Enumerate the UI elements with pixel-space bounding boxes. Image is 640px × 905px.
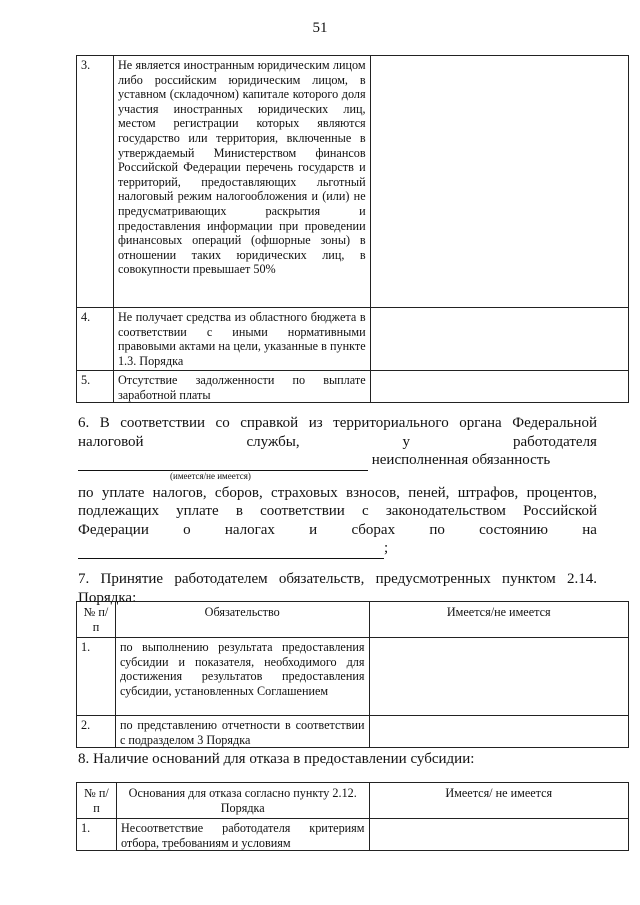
section-6-line-1: 6. В соответствии со справкой из территориального органа Федеральной [78,415,597,431]
obligation-text: по представлению отчетности в соответствии с подразделом 3 Порядка [119,718,365,747]
table-header-row [77,602,629,638]
word: на [582,521,597,538]
row-number-cell [77,819,117,851]
word: работодателя [512,433,597,450]
obligation-cell [115,638,369,716]
word: состоянию [479,521,548,538]
row-number-cell [77,56,114,308]
section-6 [78,414,597,559]
row-number-cell [77,716,116,748]
value-text[interactable] [371,371,628,373]
row-number-cell [77,308,114,371]
criteria-table [76,55,629,403]
header-text: № п/п [83,605,109,634]
header-text: Имеется/ не имеется [445,786,553,800]
row-number: 1. [81,640,91,655]
word: неисполненная обязанность [371,452,551,468]
header-num [77,602,116,638]
section-6-line-4: по уплате налогов, сборов, страховых взносов, пеней, штрафов, процентов, [78,484,597,501]
word: службы, [246,433,300,450]
table-row [77,56,629,308]
section-7-line-1: 7. Принятие работодателем обязательств, предусмотренных пунктом 2.14. [78,571,597,587]
criterion-cell [113,56,370,308]
criterion-text: Не получает средства из областного бюджета в соответствии с иными нормативными правовыми актами на цели, указанные в пункте 1.3. Порядка [117,310,366,368]
section-6-line-5: подлежащих уплате в соответствии с законодательством Российской [78,503,597,519]
row-number: 4. [81,310,91,324]
date-blank-field[interactable] [78,539,384,559]
grounds-cell [116,819,369,851]
word: сборах [351,521,396,538]
table-header-row [77,783,629,819]
value-cell[interactable] [369,638,629,716]
word: налогах [224,521,275,538]
row-number-cell [77,638,116,716]
value-text[interactable] [371,56,628,58]
obligation-cell [115,716,369,748]
obligations-table [76,601,629,748]
header-text: Имеется/не имеется [446,605,551,619]
word: ; [384,540,389,556]
word: у [402,433,411,450]
value-cell[interactable] [370,56,628,308]
value-cell[interactable] [369,819,628,851]
header-num [77,783,117,819]
value-text[interactable] [370,819,628,821]
table-row [77,371,629,403]
criterion-text: Отсутствие задолженности по выплате заработной платы [117,373,366,402]
section-8 [78,750,608,769]
header-status [369,602,629,638]
word: налоговой [78,433,144,450]
header-text: Основания для отказа согласно пункту 2.12. Порядка [128,786,357,815]
table-row [77,716,629,748]
table-row [77,308,629,371]
row-number: 2. [81,718,91,733]
word: по [429,521,445,538]
status-hint: (имеется/не имеется) [170,470,251,481]
obligation-text: по выполнению результата предоставления субсидии и показателя, необходимого для достижения результатов предоставления субсидии, установленных Соглашением [119,640,365,698]
header-grounds [116,783,369,819]
criterion-cell [113,308,370,371]
section-6-line-2 [78,433,597,452]
value-cell[interactable] [369,716,629,748]
criterion-text: Не является иностранным юридическим лицом либо российским юридическим лицом, в уставном (складочном) капитале которого доля участия иностранных юридических лиц, местом регистрации которых являются государство или территория, включенные в утверждаемый Министерством финансов Российской Федерации перечень государств и территорий, предоставляющих льготный налоговый режим налогообложения и (или) не предусматривающих раскрытия и предоставления информации при проведении финансовых операций (офшорные зоны) в отношении таких юридических лиц, в совокупности превышает 50% [117,58,366,277]
value-text[interactable] [370,638,629,640]
header-obligation [115,602,369,638]
grounds-text: Несоответствие работодателя критериям отбора, требованиям и условиям [120,821,365,850]
status-blank-field[interactable] [78,451,368,471]
value-text[interactable] [370,716,629,718]
refusal-grounds-table [76,782,629,851]
row-number: 3. [81,58,91,72]
word: о [183,521,191,538]
header-text: № п/п [84,786,109,815]
table-row [77,819,629,851]
section-6-line-7 [78,539,597,559]
value-cell[interactable] [370,308,628,371]
section-7-line-2: Порядка: [78,589,137,606]
section-6-line-3 [78,451,597,471]
word: Федерации [78,521,149,538]
row-number: 1. [81,821,91,836]
row-number: 5. [81,373,91,387]
value-cell[interactable] [370,371,628,403]
header-status [369,783,628,819]
section-6-line-6 [78,521,597,540]
table-row [77,638,629,716]
word: и [309,521,318,538]
value-text[interactable] [371,308,628,310]
header-text: Обязательство [204,605,280,619]
page-number: 51 [312,20,328,36]
section-8-title: 8. Наличие оснований для отказа в предоставлении субсидии: [78,751,475,767]
criterion-cell [113,371,370,403]
row-number-cell [77,371,114,403]
